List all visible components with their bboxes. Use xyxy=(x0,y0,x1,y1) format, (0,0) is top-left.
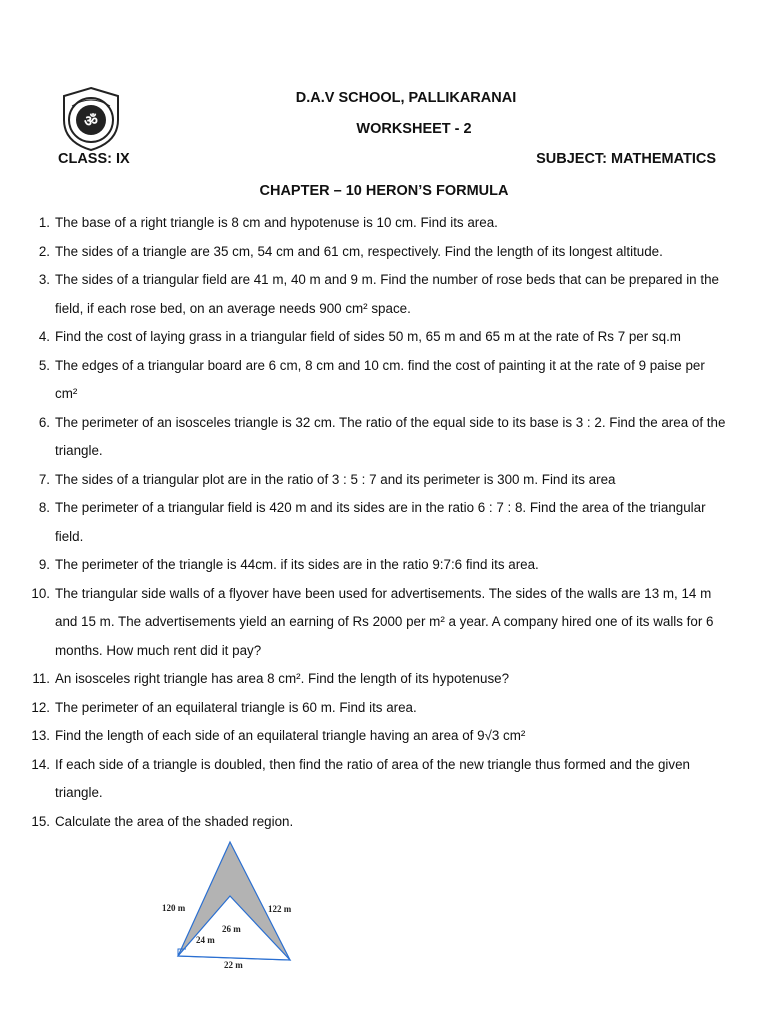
question-number: 6. xyxy=(38,414,50,430)
question-item xyxy=(0,409,768,466)
question-text: Find the length of each side of an equilateral triangle having an area of 9√3 cm² xyxy=(55,728,526,743)
question-text: An isosceles right triangle has area 8 cm². Find the length of its hypotenuse? xyxy=(55,671,510,686)
svg-text:ॐ: ॐ xyxy=(84,112,98,130)
question-number: 8. xyxy=(38,500,50,515)
question-item xyxy=(0,551,768,580)
question-text: The edges of a triangular board are 6 cm, 8 cm and 10 cm. find the cost of painting it at the rate of 9 paise per cm² xyxy=(55,357,705,401)
label-left-outer: 120 m xyxy=(162,903,186,913)
question-text: The perimeter of an isosceles triangle is 32 cm. The ratio of the equal side to its base is 3 : 2. Find the area of the triangle. xyxy=(55,414,726,458)
question-number: 3. xyxy=(38,272,50,287)
label-base: 22 m xyxy=(224,960,243,970)
question-text: The perimeter of the triangle is 44cm. if its sides are in the ratio 9:7:6 find its area. xyxy=(55,557,539,572)
subject-label: SUBJECT: MATHEMATICS xyxy=(536,151,716,167)
question-item xyxy=(0,694,768,723)
question-number: 14. xyxy=(31,756,50,772)
question-text: If each side of a triangle is doubled, then find the ratio of area of the new triangle thus formed and the given triangle. xyxy=(55,756,690,800)
question-number: 10. xyxy=(31,585,50,601)
label-inner-right: 26 m xyxy=(222,924,241,934)
question-number: 4. xyxy=(38,329,50,344)
question-item xyxy=(0,580,768,666)
question-text: The sides of a triangle are 35 cm, 54 cm and 61 cm, respectively. Find the length of its longest altitude. xyxy=(55,243,663,259)
question-item xyxy=(0,352,768,409)
label-inner-left: 24 m xyxy=(196,935,215,945)
question-text: The sides of a triangular field are 41 m, 40 m and 9 m. Find the number of rose beds that can be prepared in the field, if each rose bed, on an average needs 900 cm² space. xyxy=(55,272,719,316)
question-item xyxy=(0,494,768,551)
question-item xyxy=(0,722,768,751)
question-number: 9. xyxy=(38,557,50,572)
question-item xyxy=(0,266,768,323)
question-text: Find the cost of laying grass in a triangular field of sides 50 m, 65 m and 65 m at the rate of Rs 7 per sq.m xyxy=(55,329,681,344)
question-item xyxy=(0,808,768,837)
question-text: The triangular side walls of a flyover have been used for advertisements. The sides of the walls are 13 m, 14 m and 15 m. The advertisements yield an earning of Rs 2000 per m² a year. A company hired one of its walls for 6 months. How much rent did it pay? xyxy=(55,585,714,658)
question-number: 2. xyxy=(38,243,50,259)
chapter-title: CHAPTER – 10 HERON’S FORMULA xyxy=(259,183,509,199)
question-text: The perimeter of an equilateral triangle is 60 m. Find its area. xyxy=(55,699,417,715)
question-number: 15. xyxy=(31,813,50,829)
worksheet-title: WORKSHEET - 2 xyxy=(356,121,472,137)
question-number: 12. xyxy=(31,699,50,715)
question-text: The perimeter of a triangular field is 420 m and its sides are in the ratio 6 : 7 : 8. Find the area of the triangular field. xyxy=(55,500,706,544)
class-label: CLASS: IX xyxy=(58,151,130,167)
school-name: D.A.V SCHOOL, PALLIKARANAI xyxy=(295,90,517,106)
question-item xyxy=(0,323,768,352)
question-number: 7. xyxy=(38,471,50,487)
question-item xyxy=(0,466,768,495)
question-text: The sides of a triangular plot are in the ratio of 3 : 5 : 7 and its perimeter is 300 m. Find its area xyxy=(55,471,616,487)
question-item xyxy=(0,238,768,267)
question-text: The base of a right triangle is 8 cm and hypotenuse is 10 cm. Find its area. xyxy=(55,215,498,230)
question-item xyxy=(0,209,768,238)
label-right-outer: 122 m xyxy=(268,904,292,914)
question-number: 13. xyxy=(31,728,50,743)
question-item xyxy=(0,665,768,694)
question-list xyxy=(0,209,768,836)
question-item xyxy=(0,751,768,808)
shaded-triangle-figure xyxy=(150,836,320,971)
question-number: 5. xyxy=(38,357,50,373)
question-number: 11. xyxy=(32,671,50,686)
question-number: 1. xyxy=(38,215,50,230)
question-text: Calculate the area of the shaded region. xyxy=(55,813,294,829)
